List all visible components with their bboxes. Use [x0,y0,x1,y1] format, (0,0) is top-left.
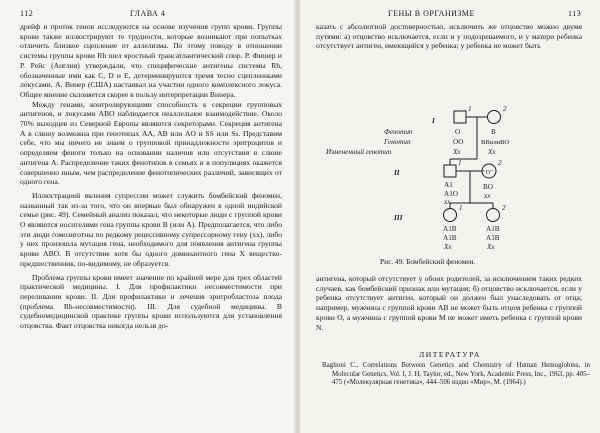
geno-II2: BO [483,183,493,191]
modgeno-II2: xx [484,192,491,200]
left-page-number: 112 [20,9,34,18]
geno-III1: A1B [443,234,457,242]
num-I2: 2 [503,105,507,113]
num-III1: 1 [459,204,463,212]
pedigree-figure [318,103,572,253]
geno-II1: A1O [444,190,458,198]
pedigree-male-II1 [444,165,456,177]
right-running-head: ГЕНЫ В ОРГАНИЗМЕ [388,9,475,18]
pheno-III2: A1B [486,225,500,233]
pheno-I1: O [455,128,461,136]
modgeno-I2: Xx [488,148,496,156]
paragraph: дрейф и проток генов исследуются на основе изучения групп крови. Группы крови также иллюстрируют те трудности, которые возникают при попытках отличить близкое сцепление от аллелизма. По этому поводу в отношении системы группы крови Rh шел яростный трансатлантический спор. Р. Фишер и Р. Рейс (Англия) утверждали, что специфические антигены системы Rh, обозначенные ими как C, D и E, детерминируются тремя тесно сцепленными локусами. А. Винер (США) настаивал на участии одного комплексного локуса. Общее мнение склоняется скорее в пользу интерпретации Винера. [20,22,282,99]
reference-entry: Baglioni C., Correlations Between Genetics and Chemistry of Human Hemoglobins, in Molecular Genetics, Vol. I, J. H. Taylor, ed., New York, Academic Press, Inc., 1963, pp. 405–475 («Молекулярная генетика», 444–506 издво «Мир», М. (1964).) [322,362,590,387]
num-I1: 1 [468,105,472,113]
figure-caption: Рис. 49. Бомбейский феномен. [380,257,476,266]
paragraph: Иллюстрацией явления супрессии может служить бомбейский феномен, названный так из-за того, что он впервые был обнаружен в одной индийской семье (рис. 49). Семейный анализ показал, что некоторые люди с группой крови О являются носителями гена группы крови В (или А). Предполагается, что либо эти люди гомозиготны по редкому рецессивному супрессорному гену (xx), либо у них произошла мутация гена, необходимого для появления антигена группы крови АВО. В отсутствие хотя бы одного доминантного гена X вещество-предшественник, по-видимому, не образуется. [20,190,282,268]
pheno-III1: A1B [443,225,457,233]
pedigree-female-III1 [444,209,457,222]
generation-I: I [432,117,435,125]
geno-I2: BBилиBO [481,139,510,146]
modgeno-I1: Xx [453,148,461,156]
pheno-II2: "O" [483,169,493,176]
generation-III: III [394,214,403,222]
left-body-text [20,22,282,331]
right-page-number: 113 [568,9,582,18]
label-phenotype: Фенотип [384,128,413,136]
paragraph: Между генами, контролирующими способность к секреции групповых антигенов, и локусами АВО наблюдается неаллельное взаимодействие. Около 70% выходцев из Северной Европы являются секреторами. Секреция антигена А в слюну возможна при генотипах AA, AB или AO и SS или Ss. Представим себе, что мы ничего не знаем о групповой принадлежности эритроцитов и определяем феноти только на основании наличия или отсутствия в слюне антигена А. Распределение таких фенотипов в семьях и в популяциях окажется совершенно иным, чем распределение фенотипических различий, зависящих от одного гена. [20,99,282,187]
pedigree-female-III2 [487,209,500,222]
literature-heading: ЛИТЕРАТУРА [419,350,481,359]
geno-I1: OO [453,138,464,146]
left-page [0,0,296,433]
left-running-head: ГЛАВА 4 [130,9,166,18]
pheno-II1: A1 [444,181,453,189]
pheno-I2: B [491,128,496,136]
modgeno-III2: Xx [487,243,495,251]
label-modified-genotype: Измененный генотип [326,148,392,156]
label-genotype: Генотип [384,138,411,146]
pedigree-male-I1 [454,111,466,123]
modgeno-III1: Xx [444,243,452,251]
right-bottom-text: антигена, который отсутствует у обоих родителей, за исключением таких редких случаев, как бомбейский признак или мутация; б) отцовство исключается, если у ребенка отсутствует антиген, который он должен был унаследовать от отца; например, мужчина с группой крови АВ не может быть отцом ребенка с группой крови О, а мужчина с группой крови М не может иметь ребенка с группой крови N. [316,274,582,332]
geno-III2: A1B [486,234,500,242]
num-III2: 2 [502,204,506,212]
pedigree-female-I2 [488,111,501,124]
modgeno-II1: xx [444,198,451,206]
num-II2: 2 [498,159,502,167]
right-top-text: казать с абсолютной достоверностью, исключить же отцовство можно двумя путями: а) отцовство исключается, если и у подозреваемого, и у матери ребенка отсутствует антиген, имеющийся у ребенка; у ребенка не может быть [316,22,582,51]
generation-II: II [394,169,400,177]
num-II1: 1 [458,159,462,167]
paragraph: Проблема группы крови имеет значение по крайней мере для трех областей практической медицины. I. Для профилактики несовместимости при переливании крови. II. Для профилактики и лечения эритробластоза плода (проблема Rh-несовместимости). III. Для судебной медицины. В судебномедицинской практике группы крови используются для установления отцовства. Факт отцовства никогда нельзя до- [20,272,282,331]
